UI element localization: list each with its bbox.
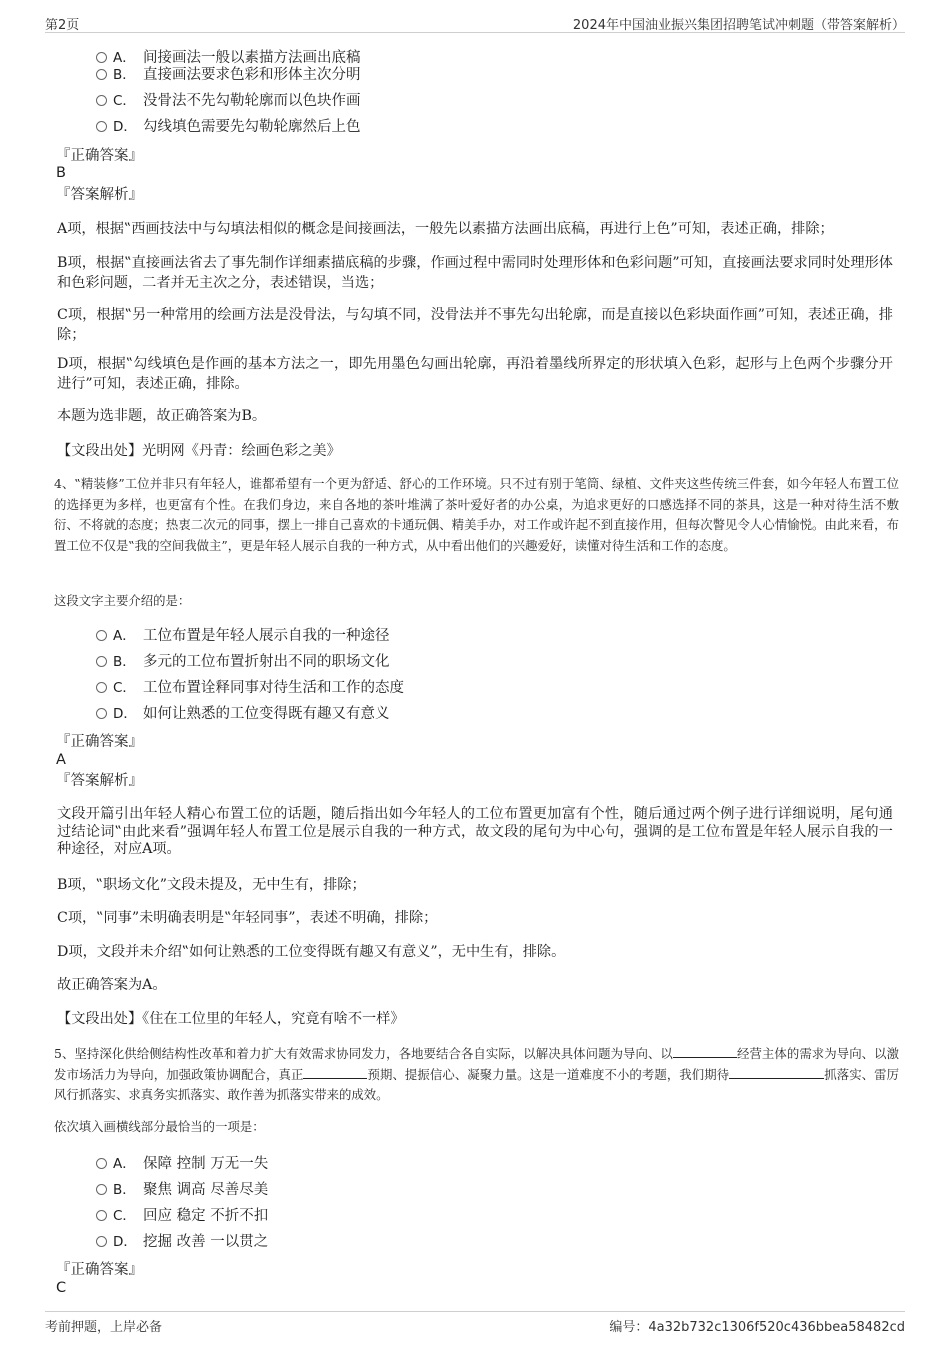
q5-option-c[interactable]: C． 回应 稳定 不折不扣	[96, 1207, 268, 1225]
option-text: 没骨法不先勾勒轮廓而以色块作画	[143, 93, 361, 109]
option-text: 勾线填色需要先勾勒轮廓然后上色	[143, 119, 361, 135]
analysis-paragraph: A项，根据‟西画技法中与勾填法相似的概念是间接画法，一般先以素描方法画出底稿，再进行上色”可知，表述正确，排除；	[57, 221, 834, 237]
option-text: 工位布置是年轻人展示自我的一种途径	[143, 628, 390, 644]
correct-answer-label: 『正确答案』	[56, 1262, 143, 1278]
fill-blank	[303, 1066, 367, 1079]
correct-answer-label: 『正确答案』	[56, 148, 143, 164]
option-text: 如何让熟悉的工位变得既有趣又有意义	[143, 706, 390, 722]
q4-option-d[interactable]: D． 如何让熟悉的工位变得既有趣又有意义	[96, 705, 390, 723]
q3-option-d[interactable]: D． 勾线填色需要先勾勒轮廓然后上色	[96, 118, 361, 136]
q4-option-c[interactable]: C． 工位布置诠释同事对待生活和工作的态度	[96, 679, 404, 697]
option-text: 保障 控制 万无一失	[143, 1156, 269, 1172]
analysis-paragraph: C项，根据‟另一种常用的绘画方法是没骨法，与勾填不同，没骨法并不事先勾出轮廓，而是直接以色彩块面作画”可知，表述正确，排除；	[57, 307, 893, 343]
question-prompt: 依次填入画横线部分最恰当的一项是：	[54, 1119, 265, 1134]
radio-icon[interactable]	[96, 1210, 107, 1221]
option-text: 间接画法一般以素描方法画出底稿	[143, 50, 361, 66]
document-title: 2024年中国油业振兴集团招聘笔试冲刺题（带答案解析）	[572, 18, 905, 33]
analysis-paragraph: D项，文段并未介绍‟如何让熟悉的工位变得既有趣又有意义”，无中生有，排除。	[57, 944, 566, 960]
option-text: 工位布置诠释同事对待生活和工作的态度	[143, 680, 404, 696]
analysis-paragraph: B项，‟职场文化”文段未提及，无中生有，排除；	[57, 877, 366, 893]
correct-answer-value: B	[56, 165, 66, 181]
q4-option-a[interactable]: A． 工位布置是年轻人展示自我的一种途径	[96, 627, 390, 645]
option-text: 回应 稳定 不折不扣	[143, 1208, 269, 1224]
radio-icon[interactable]	[96, 69, 107, 80]
radio-icon[interactable]	[96, 1184, 107, 1195]
option-text: 直接画法要求色彩和形体主次分明	[143, 67, 361, 83]
radio-icon[interactable]	[96, 1236, 107, 1247]
analysis-conclusion: 故正确答案为A。	[57, 977, 167, 993]
radio-icon[interactable]	[96, 708, 107, 719]
radio-icon[interactable]	[96, 630, 107, 641]
page-header	[45, 14, 905, 33]
radio-icon[interactable]	[96, 52, 107, 63]
radio-icon[interactable]	[96, 95, 107, 106]
q3-option-a[interactable]: A． 间接画法一般以素描方法画出底稿	[96, 49, 361, 67]
page-footer	[45, 1311, 905, 1334]
option-text: 挖掘 改善 一以贯之	[143, 1234, 269, 1250]
fill-blank	[673, 1045, 737, 1058]
radio-icon[interactable]	[96, 1158, 107, 1169]
q4-option-b[interactable]: B． 多元的工位布置折射出不同的职场文化	[96, 653, 390, 671]
document-code: 编号：4a32b732c1306f520c436bbea58482cd	[609, 1320, 905, 1335]
question-prompt: 这段文字主要介绍的是：	[54, 593, 191, 608]
q5-option-d[interactable]: D． 挖掘 改善 一以贯之	[96, 1233, 268, 1251]
fill-blank	[729, 1066, 824, 1079]
radio-icon[interactable]	[96, 121, 107, 132]
correct-answer-label: 『正确答案』	[56, 734, 143, 750]
q5-option-b[interactable]: B． 聚焦 调高 尽善尽美	[96, 1181, 268, 1199]
correct-answer-value: A	[56, 752, 66, 768]
correct-answer-value: C	[56, 1280, 67, 1296]
analysis-label: 『答案解析』	[56, 773, 143, 789]
footer-slogan: 考前押题，上岸必备	[45, 1320, 163, 1335]
analysis-paragraph: D项，根据‟勾线填色是作画的基本方法之一，即先用墨色勾画出轮廓，再沿着墨线所界定的形状填入色彩，起形与上色两个步骤分开进行”可知，表述正确，排除。	[57, 356, 893, 392]
analysis-paragraph: 文段开篇引出年轻人精心布置工位的话题，随后指出如今年轻人的工位布置更加富有个性，随后通过两个例子进行详细说明，尾句通过结论词‟由此来看”强调年轻人布置工位是展示自我的一种方式，故文段的尾句为中心句，强调的是工位布置是年轻人展示自我的一种途径，对应A项。	[57, 806, 893, 857]
source-citation: 【文段出处】《住在工位里的年轻人，究竟有啥不一样》	[57, 1011, 405, 1027]
source-citation: 【文段出处】光明网《丹青：绘画色彩之美》	[57, 443, 341, 459]
analysis-label: 『答案解析』	[56, 187, 143, 203]
page-number: 第2页	[45, 18, 80, 33]
option-text: 多元的工位布置折射出不同的职场文化	[143, 654, 390, 670]
analysis-paragraph: C项，‟同事”未明确表明是‟年轻同事”，表述不明确，排除；	[57, 910, 438, 926]
question-text: 5、坚持深化供给侧结构性改革和着力扩大有效需求协同发力，各地要结合各自实际，以解决具体问题为导向、以 经营主体的需求为导向、以激发市场活力为导向，加强政策协调配合，真正 预期、提振信心、凝聚力量。这是一道难度不小的考题，我们期待 抓落实、雷厉风行抓落实、求真务实抓落实、敢作善为抓落实带来的成效。	[54, 1046, 900, 1102]
question-text: 4、‟精装修”工位并非只有年轻人，谁都希望有一个更为舒适、舒心的工作环境。只不过有别于笔筒、绿植、文件夹这些传统三件套，如今年轻人布置工位的选择更为多样，也更富有个性。在我们身边，来自各地的茶叶堆满了茶叶爱好者的办公桌，为追求更好的口感选择不同的茶具，这是一种对待生活不敷衍、不将就的态度；热衷二次元的同事，摆上一排自己喜欢的卡通玩偶、精美手办，对工作或许起不到直接作用，但每次瞥见令人心情愉悦。由此来看，布置工位不仅是‟我的空间我做主”，更是年轻人展示自我的一种方式，从中看出他们的兴趣爱好，读懂对待生活和工作的态度。	[54, 476, 899, 553]
q3-option-b[interactable]: B． 直接画法要求色彩和形体主次分明	[96, 66, 361, 84]
q5-option-a[interactable]: A． 保障 控制 万无一失	[96, 1155, 268, 1173]
analysis-paragraph: B项，根据‟直接画法省去了事先制作详细素描底稿的步骤，作画过程中需同时处理形体和色彩问题”可知，直接画法要求同时处理形体和色彩问题，二者并无主次之分，表述错误，当选；	[57, 255, 893, 291]
analysis-conclusion: 本题为选非题，故正确答案为B。	[57, 408, 267, 424]
radio-icon[interactable]	[96, 656, 107, 667]
q3-option-c[interactable]: C． 没骨法不先勾勒轮廓而以色块作画	[96, 92, 361, 110]
radio-icon[interactable]	[96, 682, 107, 693]
option-text: 聚焦 调高 尽善尽美	[143, 1182, 269, 1198]
